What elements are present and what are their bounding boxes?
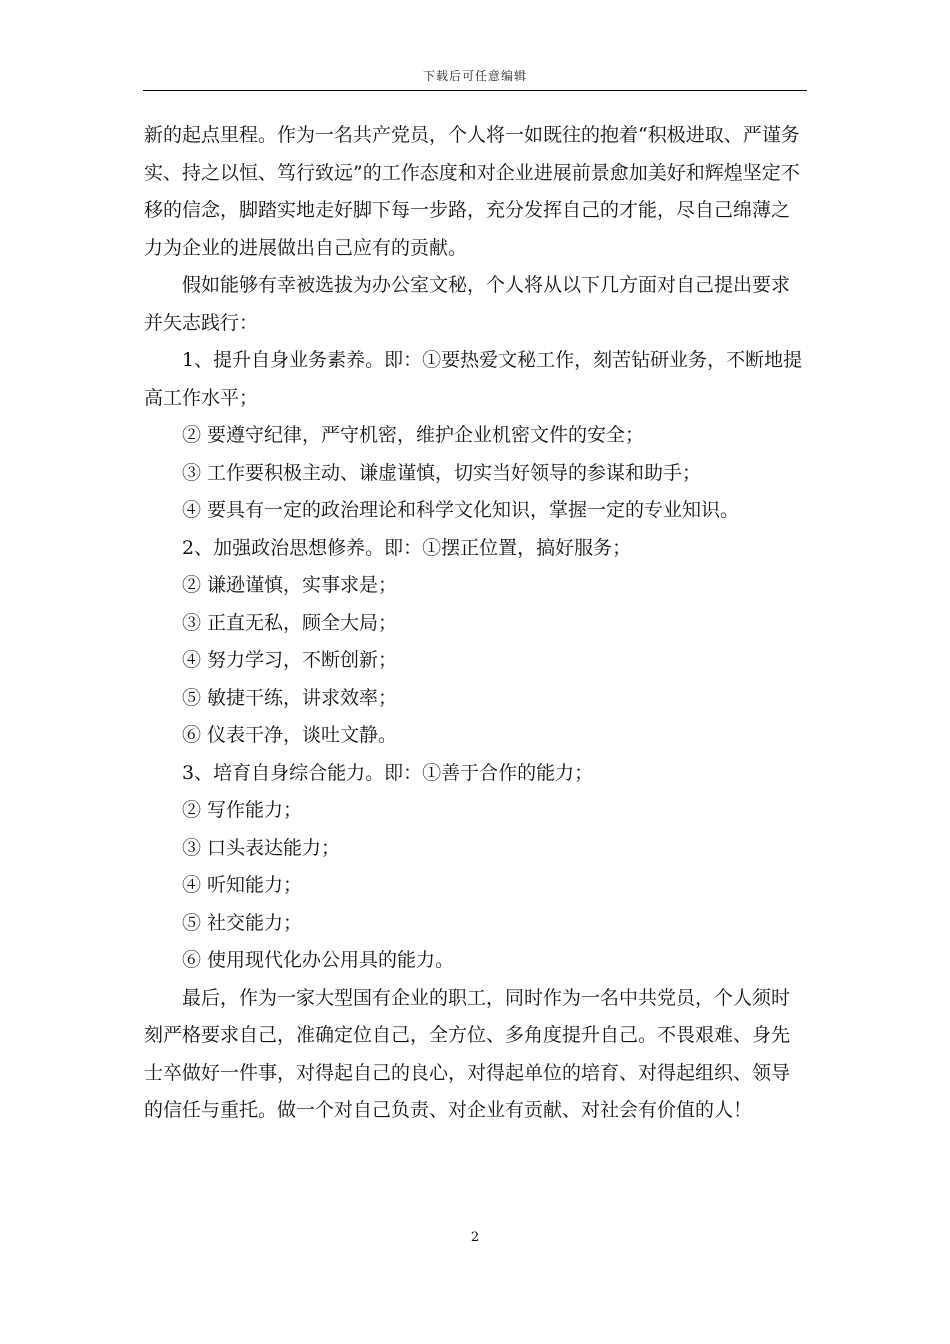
list-item: ⑥ 仪表干净，谈吐文静。 (182, 724, 398, 746)
list-item: 1、提升自身业务素养。即：①要热爱文秘工作，刻苦钻研业务，不断地提高工作水平； (144, 349, 803, 409)
header-divider (143, 90, 807, 91)
list-item: ④ 听知能力； (182, 874, 303, 896)
list-item: ② 谦逊谨慎，实事求是； (182, 574, 398, 596)
page-header: 下载后可任意编辑 (422, 69, 527, 83)
list-item: ③ 工作要积极主动、谦虚谨慎，切实当好领导的参谋和助手； (182, 461, 702, 484)
list-item: ⑥ 使用现代化办公用具的能力。 (182, 949, 455, 971)
list-item: ④ 努力学习，不断创新； (182, 649, 398, 671)
paragraph-conclusion: 最后，作为一家大型国有企业的职工，同时作为一名中共党员，个人须时刻严格要求自己，准确定位自己，全方位、多角度提升自己。不畏艰难、身先士卒做好一件事，对得起自己的良心，对得起单位的培育、对得起组织、领导的信任与重托。做一个对自己负责、对企业有贡献、对社会有价值的人！ (144, 986, 791, 1121)
list-item: ② 写作能力； (182, 799, 303, 821)
list-item: ⑤ 敏捷干练，讲求效率； (182, 686, 398, 709)
paragraph-continuation: 新的起点里程。作为一名共产党员，个人将一如既往的抱着“积极进取、严谨务实、持之以恒、笃行致远”的工作态度和对企业进展前景愈加美好和辉煌坚定不移的信念，脚踏实地走好脚下每一步路，充分发挥自己的才能，尽自己绵薄之力为企业的进展做出自己应有的贡献。 (144, 124, 800, 259)
list-item: ⑤ 社交能力； (182, 911, 303, 934)
paragraph-intro: 假如能够有幸被选拔为办公室文秘，个人将从以下几方面对自己提出要求并矢志践行： (144, 274, 791, 334)
document-body (144, 117, 808, 1130)
list-item: 2、加强政治思想修养。即：①摆正位置，搞好服务； (182, 536, 632, 559)
list-item: ② 要遵守纪律，严守机密，维护企业机密文件的安全； (182, 424, 645, 446)
page-number: 2 (470, 1230, 480, 1245)
list-item: ③ 正直无私，顾全大局； (182, 611, 398, 634)
list-item: ④ 要具有一定的政治理论和科学文化知识，掌握一定的专业知识。 (182, 499, 740, 521)
list-item: ③ 口头表达能力； (182, 836, 341, 859)
list-item: 3、培育自身综合能力。即：①善于合作的能力； (182, 761, 594, 784)
